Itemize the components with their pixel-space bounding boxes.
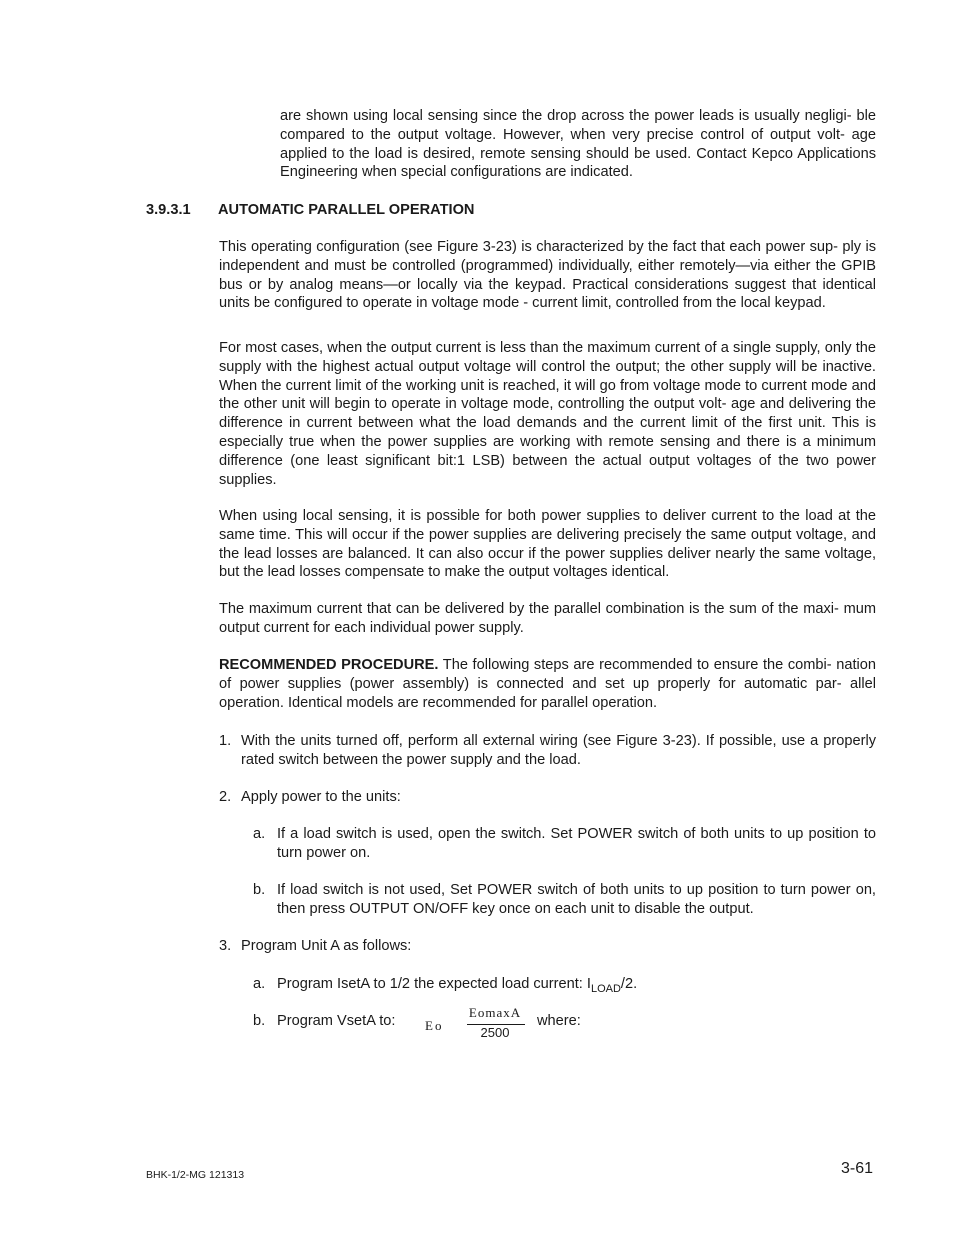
- body-paragraph: When using local sensing, it is possible for both power supplies to deliver current to the load at the same time. This will occur if the power supplies are delivering precisely the same output voltage, and the lead losses are balanced. It can also occur if the power supplies deliver nearly the same voltage, but the lead losses compensate to make the output voltages identical.: [219, 508, 876, 581]
- section-title: AUTOMATIC PARALLEL OPERATION: [218, 202, 475, 218]
- load-subscript: LOAD: [590, 983, 621, 995]
- step-label: 2.: [219, 789, 232, 805]
- substep-label: a.: [253, 976, 266, 992]
- substep-label: b.: [253, 1013, 266, 1029]
- section-heading: [146, 201, 474, 220]
- substep-text: If load switch is not used, Set POWER switch of both units to up position to turn power on, then press OUTPUT ON/OFF key once on each unit to disable the output.: [277, 882, 876, 917]
- procedure-lead: RECOMMENDED PROCEDURE.: [219, 657, 439, 673]
- substep-text: If a load switch is used, open the switch. Set POWER switch of both units to up position to turn power on.: [277, 826, 876, 861]
- intro-paragraph: are shown using local sensing since the drop across the power leads is usually negligi- ble compared to the output voltage. However, when very precise control of output volt- age applied to the load is desired, remote sensing should be used. Contact Kepco Applications Engineering when special configurations are indicated.: [280, 108, 876, 181]
- step-text: Program Unit A as follows:: [241, 938, 412, 954]
- section-number: 3.9.3.1: [146, 202, 191, 218]
- substep-label: a.: [253, 826, 266, 842]
- body-paragraph: For most cases, when the output current is less than the maximum current of a single supply, only the supply with the highest actual output voltage will control the output; the other supply will be inactive. When the current limit of the working unit is reached, it will go from voltage mode to current mode and the other unit will begin to operate in voltage mode, controlling the output volt- age and delivering the difference in current between what the load demands and the current limit of the first unit. This is especially true when the power supplies are working with remote sensing and there is a minimum difference (one least significant bit:1 LSB) between the actual output voltages of the two power supplies.: [219, 340, 876, 488]
- vset-formula: [405, 1004, 585, 1044]
- procedure-paragraph: [219, 656, 876, 712]
- step-text: With the units turned off, perform all external wiring (see Figure 3-23). If possible, use a properly rated switch between the power supply and the load.: [241, 733, 876, 768]
- footer-page-number: 3-61: [841, 1160, 874, 1177]
- step-text: Apply power to the units:: [241, 789, 401, 805]
- substep-label: b.: [253, 882, 266, 898]
- substep-text-pre: Program IsetA to 1/2 the expected load current: I: [277, 976, 591, 992]
- procedure-text: The following steps are recommended to ensure the combi- nation of power supplies (power assembly) is connected and set up properly for automatic par- allel operation. Identical models are recommended for parallel operation.: [219, 657, 876, 711]
- substep-text-post: /2.: [620, 976, 638, 992]
- body-paragraph: The maximum current that can be delivered by the parallel combination is the sum of the maxi- mum output current for each individual power supply.: [219, 601, 876, 636]
- body-paragraph: This operating configuration (see Figure 3-23) is characterized by the fact that each power sup- ply is independent and must be controlled (programmed) individually, either remotely—via either the GPIB bus or by analog means—or locally via the keypad. Practical considerations suggest that identical units be configured to operate in voltage mode - current limit, controlled from the local keypad.: [219, 239, 876, 312]
- formula-lhs: Eo: [425, 1018, 444, 1033]
- footer-doc-id: BHK-1/2-MG 121313: [146, 1169, 245, 1181]
- step-label: 3.: [219, 938, 232, 954]
- step-label: 1.: [219, 733, 232, 749]
- formula-numerator: EomaxA: [468, 1005, 522, 1020]
- substep-text: Program VsetA to:: [277, 1013, 396, 1029]
- formula-denominator: 2500: [480, 1025, 510, 1040]
- substep-text: [277, 975, 876, 994]
- formula-tail: where:: [537, 1013, 581, 1029]
